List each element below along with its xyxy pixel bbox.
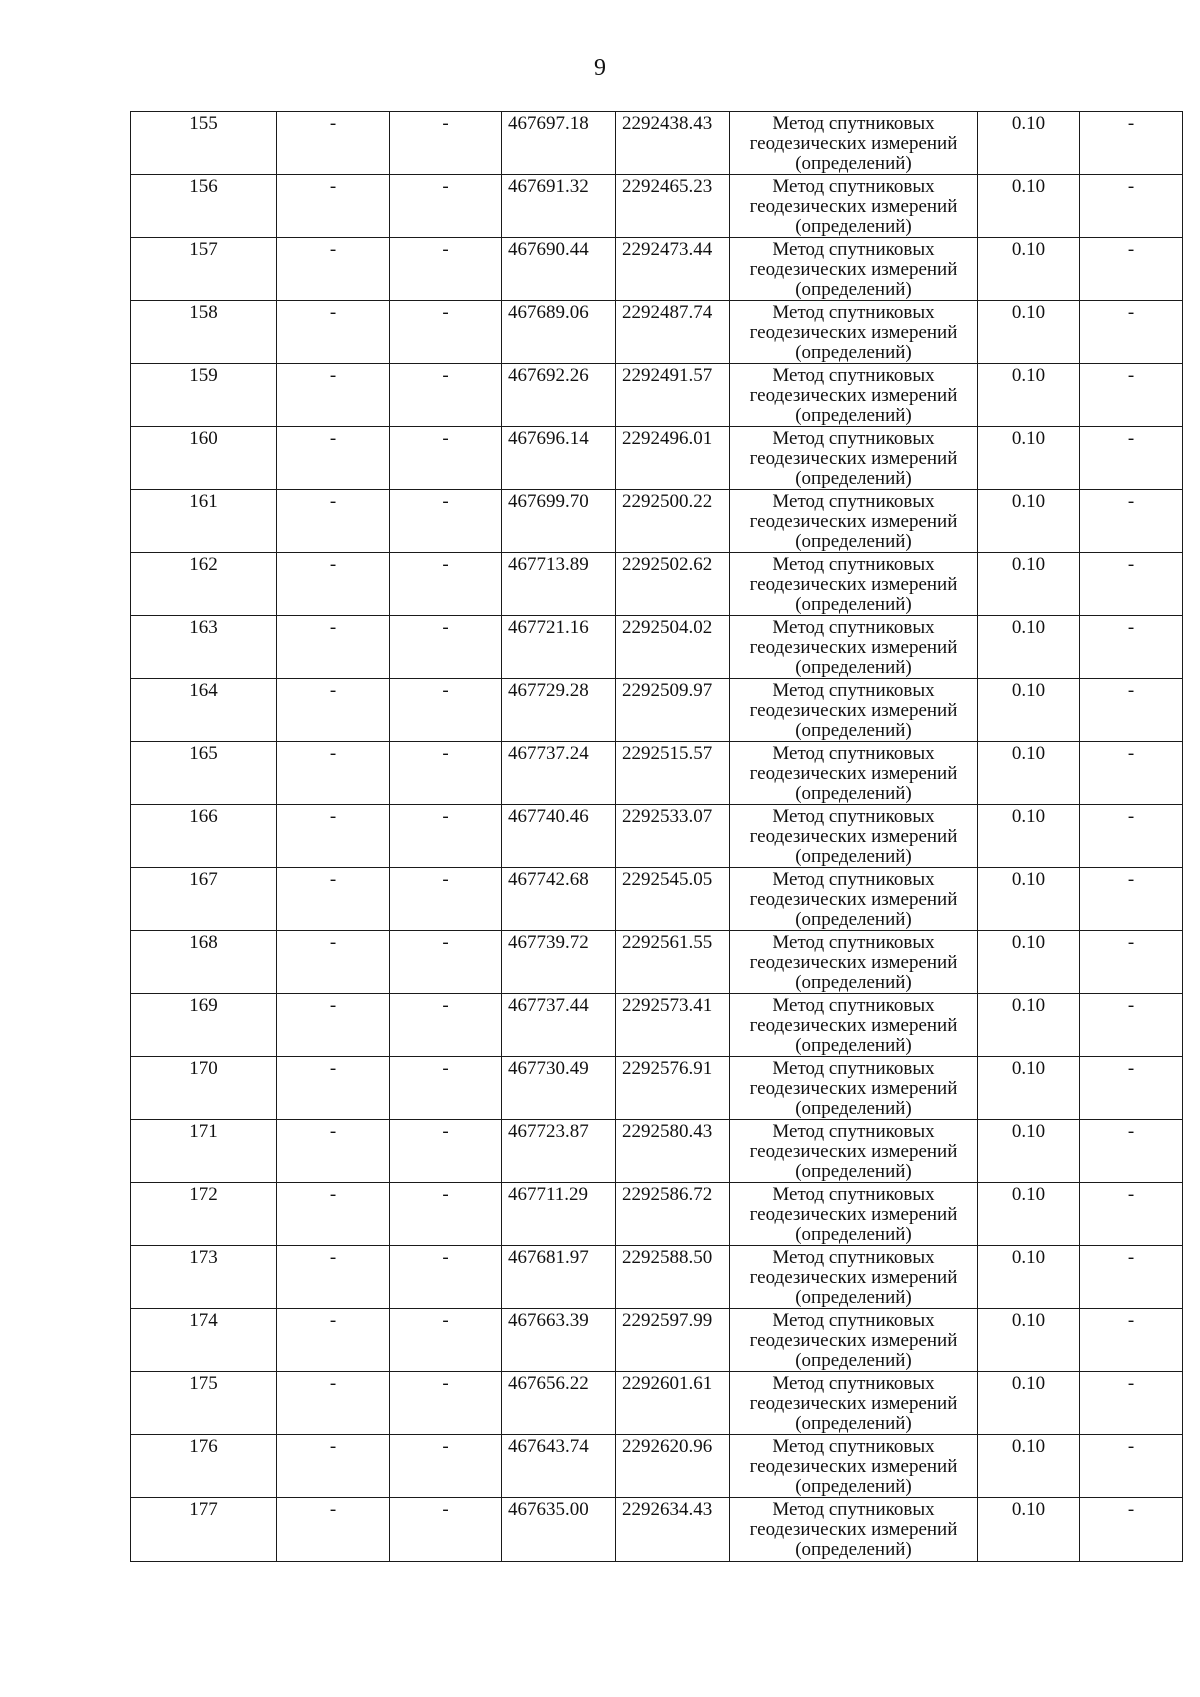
method-cell: Метод спутниковых геодезических измерений (определений) (730, 805, 978, 868)
x-coordinate-cell: 467696.14 (502, 427, 616, 490)
y-coordinate-cell: 2292588.50 (616, 1246, 730, 1309)
method-cell: Метод спутниковых геодезических измерений (определений) (730, 112, 978, 175)
y-coordinate-cell: 2292502.62 (616, 553, 730, 616)
column-8-cell: - (1080, 1120, 1183, 1183)
accuracy-cell: 0.10 (978, 1246, 1080, 1309)
accuracy-cell: 0.10 (978, 1372, 1080, 1435)
column-2-cell: - (277, 1372, 390, 1435)
x-coordinate-cell: 467740.46 (502, 805, 616, 868)
accuracy-cell: 0.10 (978, 868, 1080, 931)
accuracy-cell: 0.10 (978, 742, 1080, 805)
x-coordinate-cell: 467737.44 (502, 994, 616, 1057)
accuracy-cell: 0.10 (978, 1183, 1080, 1246)
y-coordinate-cell: 2292491.57 (616, 364, 730, 427)
point-number-cell: 167 (131, 868, 277, 931)
accuracy-cell: 0.10 (978, 364, 1080, 427)
table-row (131, 679, 1183, 742)
point-number-cell: 165 (131, 742, 277, 805)
table-row (131, 1120, 1183, 1183)
table-row (131, 553, 1183, 616)
column-3-cell: - (390, 679, 502, 742)
column-3-cell: - (390, 1372, 502, 1435)
accuracy-cell: 0.10 (978, 553, 1080, 616)
y-coordinate-cell: 2292561.55 (616, 931, 730, 994)
method-cell: Метод спутниковых геодезических измерений (определений) (730, 742, 978, 805)
method-cell: Метод спутниковых геодезических измерений (определений) (730, 301, 978, 364)
accuracy-cell: 0.10 (978, 1498, 1080, 1562)
column-2-cell: - (277, 931, 390, 994)
method-cell: Метод спутниковых геодезических измерений (определений) (730, 931, 978, 994)
column-2-cell: - (277, 616, 390, 679)
table-row (131, 364, 1183, 427)
x-coordinate-cell: 467729.28 (502, 679, 616, 742)
point-number-cell: 164 (131, 679, 277, 742)
table-row (131, 175, 1183, 238)
column-8-cell: - (1080, 931, 1183, 994)
x-coordinate-cell: 467681.97 (502, 1246, 616, 1309)
y-coordinate-cell: 2292580.43 (616, 1120, 730, 1183)
table-row (131, 238, 1183, 301)
column-8-cell: - (1080, 175, 1183, 238)
table-row (131, 1183, 1183, 1246)
point-number-cell: 174 (131, 1309, 277, 1372)
point-number-cell: 175 (131, 1372, 277, 1435)
x-coordinate-cell: 467699.70 (502, 490, 616, 553)
method-cell: Метод спутниковых геодезических измерений (определений) (730, 1183, 978, 1246)
column-2-cell: - (277, 1498, 390, 1562)
table-row (131, 868, 1183, 931)
x-coordinate-cell: 467742.68 (502, 868, 616, 931)
method-cell: Метод спутниковых геодезических измерений (определений) (730, 427, 978, 490)
column-8-cell: - (1080, 994, 1183, 1057)
table-row (131, 490, 1183, 553)
column-3-cell: - (390, 742, 502, 805)
accuracy-cell: 0.10 (978, 238, 1080, 301)
column-3-cell: - (390, 1183, 502, 1246)
column-3-cell: - (390, 364, 502, 427)
y-coordinate-cell: 2292496.01 (616, 427, 730, 490)
column-8-cell: - (1080, 1057, 1183, 1120)
y-coordinate-cell: 2292504.02 (616, 616, 730, 679)
table-row (131, 1498, 1183, 1562)
point-number-cell: 160 (131, 427, 277, 490)
accuracy-cell: 0.10 (978, 427, 1080, 490)
table-row (131, 301, 1183, 364)
accuracy-cell: 0.10 (978, 112, 1080, 175)
column-3-cell: - (390, 427, 502, 490)
column-3-cell: - (390, 301, 502, 364)
x-coordinate-cell: 467692.26 (502, 364, 616, 427)
table-row (131, 994, 1183, 1057)
column-8-cell: - (1080, 490, 1183, 553)
column-3-cell: - (390, 805, 502, 868)
column-2-cell: - (277, 994, 390, 1057)
column-3-cell: - (390, 1309, 502, 1372)
column-3-cell: - (390, 112, 502, 175)
table-body (131, 112, 1183, 1562)
column-8-cell: - (1080, 1246, 1183, 1309)
column-3-cell: - (390, 1435, 502, 1498)
column-2-cell: - (277, 427, 390, 490)
y-coordinate-cell: 2292597.99 (616, 1309, 730, 1372)
point-number-cell: 171 (131, 1120, 277, 1183)
x-coordinate-cell: 467739.72 (502, 931, 616, 994)
table-row (131, 1309, 1183, 1372)
column-2-cell: - (277, 175, 390, 238)
y-coordinate-cell: 2292545.05 (616, 868, 730, 931)
y-coordinate-cell: 2292509.97 (616, 679, 730, 742)
table-row (131, 112, 1183, 175)
accuracy-cell: 0.10 (978, 490, 1080, 553)
column-8-cell: - (1080, 742, 1183, 805)
method-cell: Метод спутниковых геодезических измерений (определений) (730, 1435, 978, 1498)
point-number-cell: 162 (131, 553, 277, 616)
column-2-cell: - (277, 868, 390, 931)
point-number-cell: 156 (131, 175, 277, 238)
accuracy-cell: 0.10 (978, 994, 1080, 1057)
point-number-cell: 168 (131, 931, 277, 994)
method-cell: Метод спутниковых геодезических измерений (определений) (730, 553, 978, 616)
table-row (131, 1372, 1183, 1435)
point-number-cell: 163 (131, 616, 277, 679)
column-2-cell: - (277, 1246, 390, 1309)
column-8-cell: - (1080, 112, 1183, 175)
column-8-cell: - (1080, 616, 1183, 679)
method-cell: Метод спутниковых геодезических измерений (определений) (730, 175, 978, 238)
table-row (131, 931, 1183, 994)
column-3-cell: - (390, 238, 502, 301)
y-coordinate-cell: 2292586.72 (616, 1183, 730, 1246)
method-cell: Метод спутниковых геодезических измерений (определений) (730, 1246, 978, 1309)
column-8-cell: - (1080, 868, 1183, 931)
x-coordinate-cell: 467663.39 (502, 1309, 616, 1372)
point-number-cell: 166 (131, 805, 277, 868)
method-cell: Метод спутниковых геодезических измерений (определений) (730, 238, 978, 301)
column-3-cell: - (390, 553, 502, 616)
point-number-cell: 177 (131, 1498, 277, 1562)
accuracy-cell: 0.10 (978, 301, 1080, 364)
point-number-cell: 159 (131, 364, 277, 427)
column-8-cell: - (1080, 679, 1183, 742)
point-number-cell: 169 (131, 994, 277, 1057)
column-3-cell: - (390, 175, 502, 238)
method-cell: Метод спутниковых геодезических измерений (определений) (730, 364, 978, 427)
point-number-cell: 158 (131, 301, 277, 364)
table-row (131, 1057, 1183, 1120)
y-coordinate-cell: 2292500.22 (616, 490, 730, 553)
accuracy-cell: 0.10 (978, 616, 1080, 679)
column-2-cell: - (277, 1435, 390, 1498)
x-coordinate-cell: 467723.87 (502, 1120, 616, 1183)
x-coordinate-cell: 467737.24 (502, 742, 616, 805)
x-coordinate-cell: 467691.32 (502, 175, 616, 238)
x-coordinate-cell: 467643.74 (502, 1435, 616, 1498)
table-row (131, 616, 1183, 679)
point-number-cell: 157 (131, 238, 277, 301)
column-3-cell: - (390, 868, 502, 931)
accuracy-cell: 0.10 (978, 679, 1080, 742)
column-8-cell: - (1080, 1435, 1183, 1498)
y-coordinate-cell: 2292634.43 (616, 1498, 730, 1562)
method-cell: Метод спутниковых геодезических измерений (определений) (730, 616, 978, 679)
column-2-cell: - (277, 364, 390, 427)
x-coordinate-cell: 467721.16 (502, 616, 616, 679)
column-8-cell: - (1080, 805, 1183, 868)
column-2-cell: - (277, 679, 390, 742)
method-cell: Метод спутниковых геодезических измерений (определений) (730, 1057, 978, 1120)
x-coordinate-cell: 467635.00 (502, 1498, 616, 1562)
y-coordinate-cell: 2292515.57 (616, 742, 730, 805)
method-cell: Метод спутниковых геодезических измерений (определений) (730, 868, 978, 931)
accuracy-cell: 0.10 (978, 931, 1080, 994)
column-8-cell: - (1080, 1309, 1183, 1372)
method-cell: Метод спутниковых геодезических измерений (определений) (730, 1498, 978, 1562)
column-2-cell: - (277, 238, 390, 301)
method-cell: Метод спутниковых геодезических измерений (определений) (730, 490, 978, 553)
column-2-cell: - (277, 490, 390, 553)
x-coordinate-cell: 467689.06 (502, 301, 616, 364)
point-number-cell: 172 (131, 1183, 277, 1246)
column-8-cell: - (1080, 1183, 1183, 1246)
column-8-cell: - (1080, 553, 1183, 616)
table-row (131, 1246, 1183, 1309)
accuracy-cell: 0.10 (978, 1057, 1080, 1120)
column-2-cell: - (277, 1120, 390, 1183)
column-3-cell: - (390, 1498, 502, 1562)
y-coordinate-cell: 2292601.61 (616, 1372, 730, 1435)
accuracy-cell: 0.10 (978, 1309, 1080, 1372)
column-2-cell: - (277, 112, 390, 175)
point-number-cell: 155 (131, 112, 277, 175)
table-row (131, 427, 1183, 490)
column-3-cell: - (390, 931, 502, 994)
page-number: 9 (594, 55, 606, 81)
method-cell: Метод спутниковых геодезических измерений (определений) (730, 994, 978, 1057)
y-coordinate-cell: 2292533.07 (616, 805, 730, 868)
method-cell: Метод спутниковых геодезических измерений (определений) (730, 1309, 978, 1372)
x-coordinate-cell: 467690.44 (502, 238, 616, 301)
x-coordinate-cell: 467713.89 (502, 553, 616, 616)
point-number-cell: 176 (131, 1435, 277, 1498)
method-cell: Метод спутниковых геодезических измерений (определений) (730, 1372, 978, 1435)
column-8-cell: - (1080, 1498, 1183, 1562)
point-number-cell: 173 (131, 1246, 277, 1309)
x-coordinate-cell: 467697.18 (502, 112, 616, 175)
table-row (131, 1435, 1183, 1498)
column-2-cell: - (277, 805, 390, 868)
column-8-cell: - (1080, 301, 1183, 364)
point-number-cell: 161 (131, 490, 277, 553)
x-coordinate-cell: 467730.49 (502, 1057, 616, 1120)
column-3-cell: - (390, 1246, 502, 1309)
column-2-cell: - (277, 1057, 390, 1120)
column-2-cell: - (277, 1183, 390, 1246)
method-cell: Метод спутниковых геодезических измерений (определений) (730, 1120, 978, 1183)
accuracy-cell: 0.10 (978, 1435, 1080, 1498)
column-2-cell: - (277, 742, 390, 805)
column-8-cell: - (1080, 364, 1183, 427)
column-3-cell: - (390, 994, 502, 1057)
y-coordinate-cell: 2292487.74 (616, 301, 730, 364)
column-8-cell: - (1080, 238, 1183, 301)
column-2-cell: - (277, 301, 390, 364)
y-coordinate-cell: 2292620.96 (616, 1435, 730, 1498)
x-coordinate-cell: 467711.29 (502, 1183, 616, 1246)
table-row (131, 742, 1183, 805)
column-8-cell: - (1080, 427, 1183, 490)
y-coordinate-cell: 2292576.91 (616, 1057, 730, 1120)
x-coordinate-cell: 467656.22 (502, 1372, 616, 1435)
table-row (131, 805, 1183, 868)
column-3-cell: - (390, 1120, 502, 1183)
y-coordinate-cell: 2292465.23 (616, 175, 730, 238)
coordinates-table (130, 111, 1183, 1562)
column-3-cell: - (390, 490, 502, 553)
y-coordinate-cell: 2292473.44 (616, 238, 730, 301)
column-3-cell: - (390, 1057, 502, 1120)
y-coordinate-cell: 2292438.43 (616, 112, 730, 175)
point-number-cell: 170 (131, 1057, 277, 1120)
accuracy-cell: 0.10 (978, 175, 1080, 238)
column-8-cell: - (1080, 1372, 1183, 1435)
column-2-cell: - (277, 553, 390, 616)
method-cell: Метод спутниковых геодезических измерений (определений) (730, 679, 978, 742)
column-3-cell: - (390, 616, 502, 679)
column-2-cell: - (277, 1309, 390, 1372)
accuracy-cell: 0.10 (978, 805, 1080, 868)
accuracy-cell: 0.10 (978, 1120, 1080, 1183)
y-coordinate-cell: 2292573.41 (616, 994, 730, 1057)
